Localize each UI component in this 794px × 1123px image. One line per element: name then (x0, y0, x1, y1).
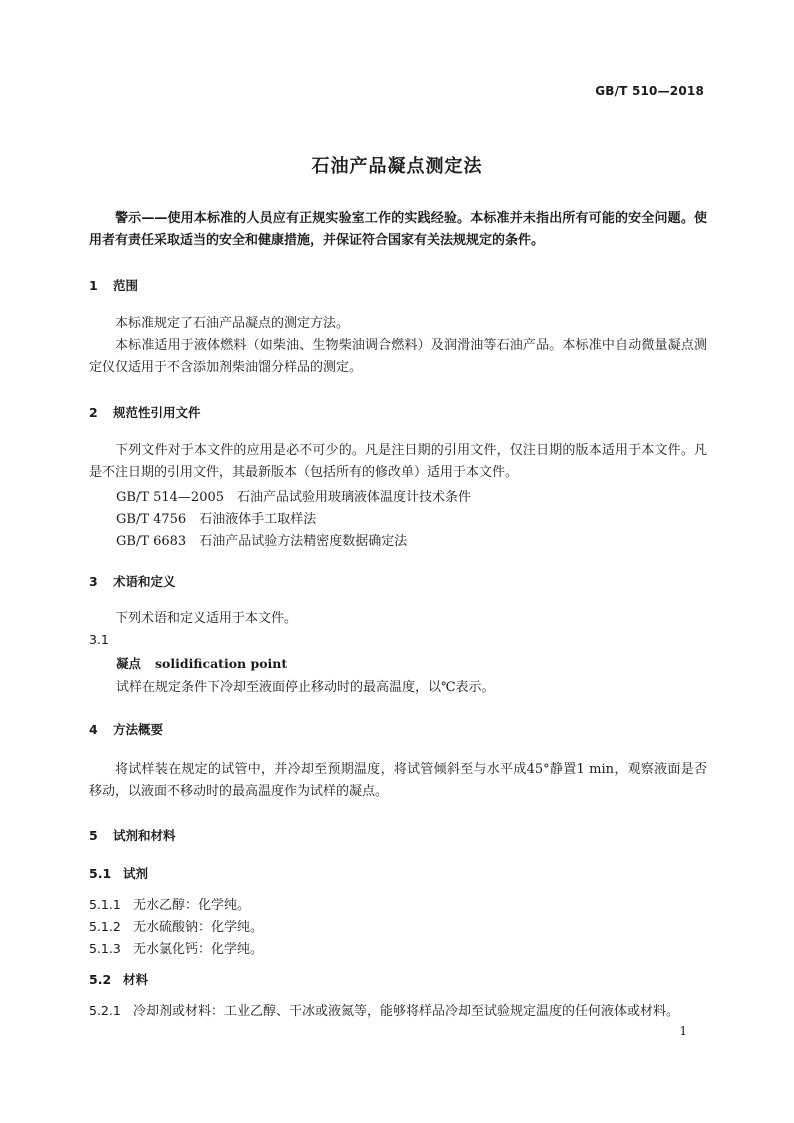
material-item (89, 1000, 679, 1019)
section-3-paragraph-1: 下列术语和定义适用于本文件。 (115, 611, 298, 626)
reference-code: GB/T 6683 (116, 534, 187, 549)
reference-name: 石油液体手工取样法 (199, 512, 317, 527)
document-title: 石油产品凝点测定法 (311, 156, 483, 177)
clause-number: 5.1.3 (89, 941, 121, 956)
section-1-paragraph-1: 本标准规定了石油产品凝点的测定方法。 (115, 316, 350, 331)
section-5-heading (89, 826, 176, 844)
subsection-title: 试剂 (123, 866, 149, 881)
reference-code: GB/T 4756 (116, 512, 187, 527)
subsection-title: 材料 (123, 972, 149, 987)
term-english: solidification point (155, 656, 288, 671)
section-1-paragraph-2: 本标准适用于液体燃料（如柴油、生物柴油调合燃料）及润滑油等石油产品。本标准中自动微量凝点测定仪仅适用于不含添加剂柴油馏分样品的测定。 (89, 338, 707, 375)
standard-code: GB/T 510—2018 (595, 84, 704, 98)
section-title: 术语和定义 (113, 574, 176, 589)
section-2-heading (89, 403, 201, 421)
term-entry (116, 654, 287, 672)
page-number: 1 (679, 1024, 687, 1038)
section-title: 范围 (113, 278, 139, 293)
section-title: 试剂和材料 (113, 828, 176, 843)
clause-number: 5.1.2 (89, 919, 121, 934)
reference-code: GB/T 514—2005 (116, 490, 225, 505)
term-number: 3.1 (89, 632, 109, 647)
reference-item (116, 530, 407, 549)
section-number: 1 (89, 278, 98, 293)
section-4-heading (89, 720, 163, 738)
section-title: 规范性引用文件 (113, 405, 201, 420)
section-number: 4 (89, 722, 98, 737)
section-title: 方法概要 (113, 722, 164, 737)
section-number: 5 (89, 828, 98, 843)
subsection-5-2-heading (89, 970, 148, 988)
reagent-item (89, 894, 250, 913)
reagent-item (89, 916, 263, 935)
reference-name: 石油产品试验用玻璃液体温度计技术条件 (237, 490, 472, 505)
reference-name: 石油产品试验方法精密度数据确定法 (199, 534, 408, 549)
subsection-number: 5.2 (89, 972, 112, 987)
section-number: 2 (89, 405, 98, 420)
clause-text: 无水乙醇：化学纯。 (133, 898, 251, 913)
section-2-paragraph-1: 下列文件对于本文件的应用是必不可少的。凡是注日期的引用文件，仅注日期的版本适用于本文件。凡是不注日期的引用文件，其最新版本（包括所有的修改单）适用于本文件。 (89, 443, 707, 480)
clause-text: 无水硫酸钠：化学纯。 (133, 920, 264, 935)
reference-item (116, 486, 471, 505)
clause-text: 冷却剂或材料：工业乙醇、干冰或液氮等，能够将样品冷却至试验规定温度的任何液体或材料。 (133, 1004, 680, 1019)
subsection-number: 5.1 (89, 866, 112, 881)
clause-number: 5.2.1 (89, 1003, 121, 1018)
term-definition: 试样在规定条件下冷却至液面停止移动时的最高温度，以℃表示。 (116, 680, 495, 695)
section-1-heading (89, 276, 138, 294)
warning-paragraph: 警示——使用本标准的人员应有正规实验室工作的实践经验。本标准并未指出所有可能的安全问题。使用者有责任采取适当的安全和健康措施，并保证符合国家有关法规规定的条件。 (89, 211, 707, 248)
reagent-item (89, 938, 263, 957)
subsection-5-1-heading (89, 864, 148, 882)
clause-text: 无水氯化钙：化学纯。 (133, 942, 264, 957)
section-3-heading (89, 572, 176, 590)
section-number: 3 (89, 574, 98, 589)
term-chinese: 凝点 (116, 656, 142, 671)
clause-number: 5.1.1 (89, 897, 121, 912)
section-4-paragraph-1: 将试样装在规定的试管中，并冷却至预期温度，将试管倾斜至与水平成45°静置1 min，观察液面是否移动，以液面不移动时的最高温度作为试样的凝点。 (89, 762, 707, 799)
reference-item (116, 508, 316, 527)
